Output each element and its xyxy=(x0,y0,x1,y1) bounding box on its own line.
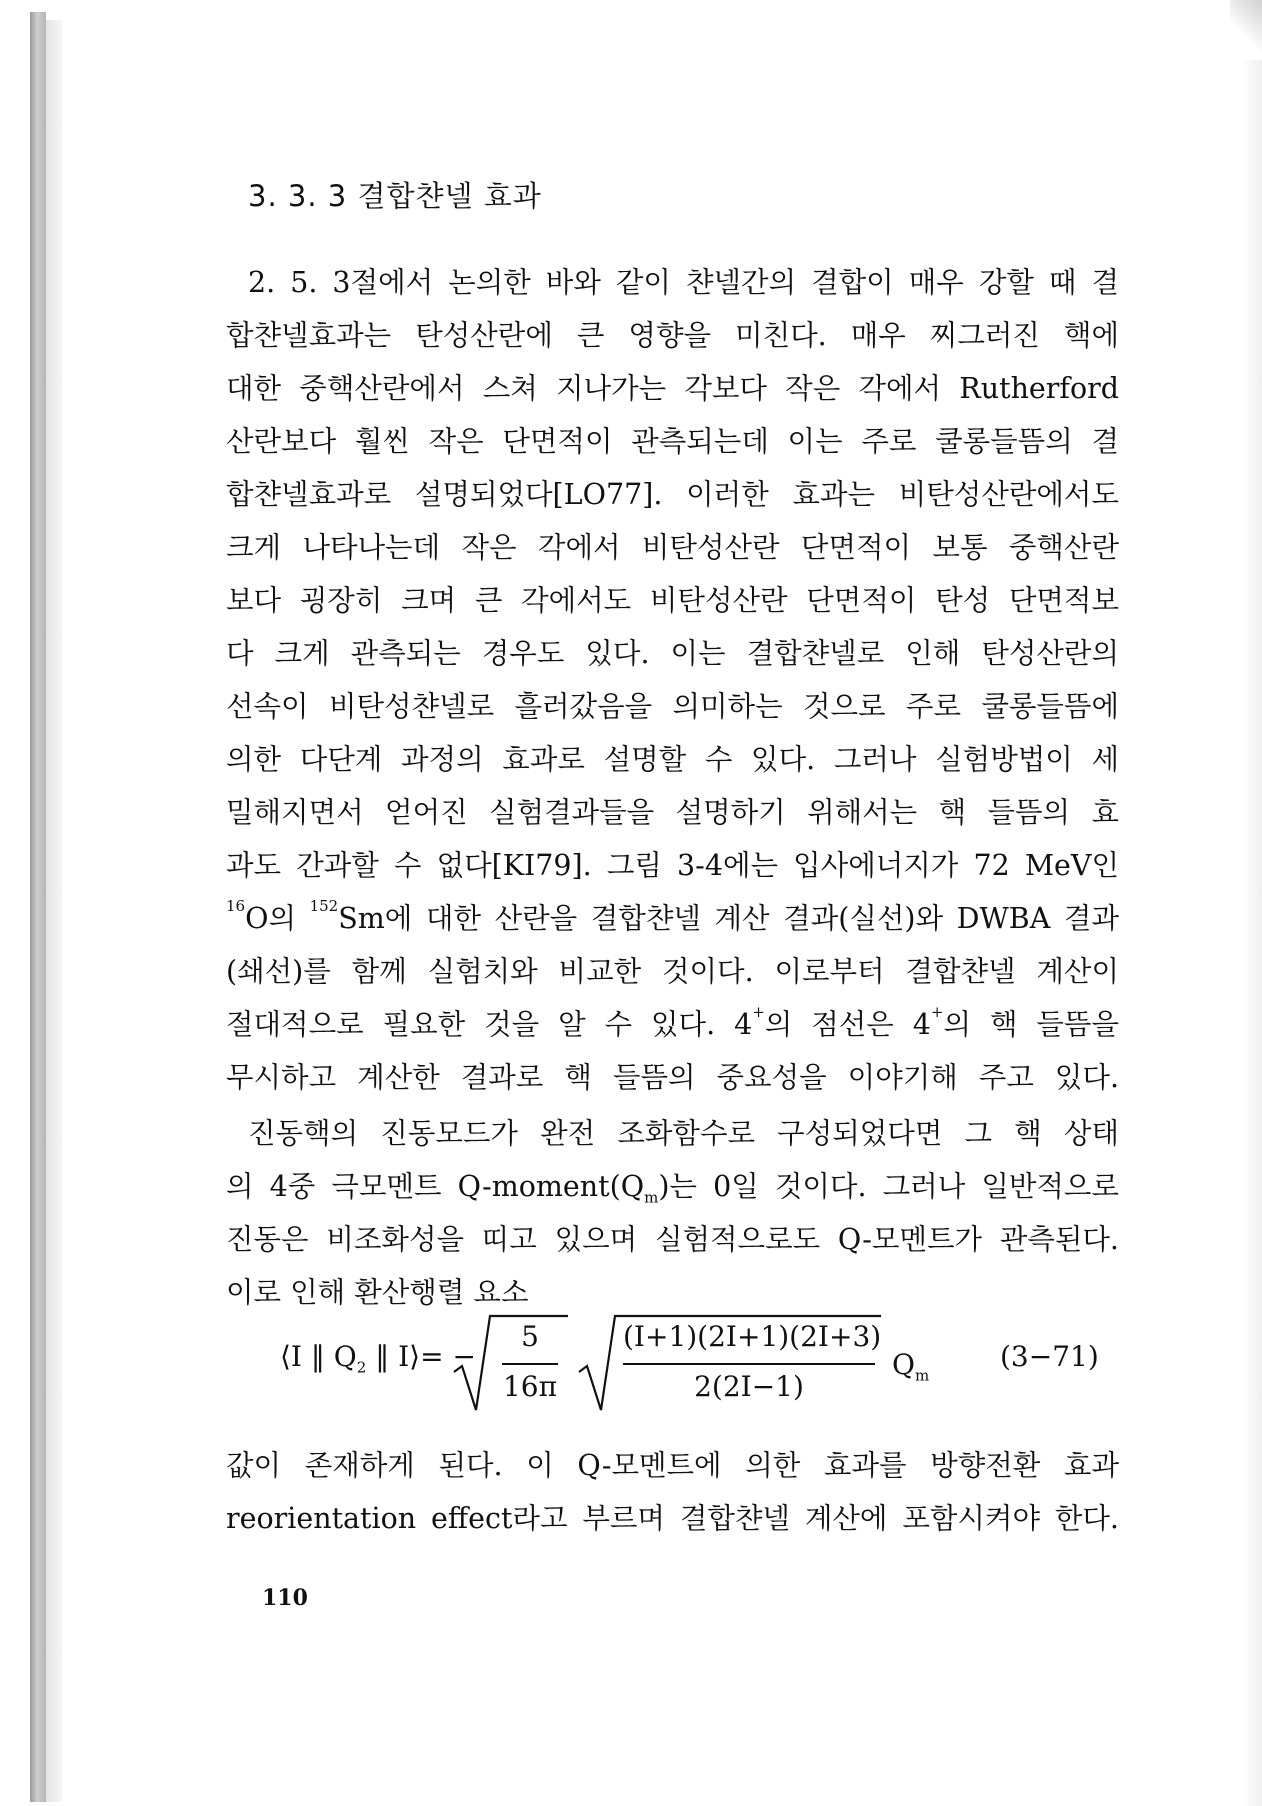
equation-qm xyxy=(892,1348,929,1384)
text-span: 절대적으로 필요한 것을 알 수 있다. 4 xyxy=(226,1008,753,1041)
text-line-superscripts xyxy=(226,999,1119,1051)
text-line: 보다 굉장히 크며 큰 각에서도 비탄성산란 단면적이 탄성 단면적보 xyxy=(226,584,1119,617)
text-line: 진동은 비조화성을 띠고 있으며 실험적으로도 Q-모멘트가 관측된다. xyxy=(226,1223,1119,1256)
text-line: 진동핵의 진동모드가 완전 조화함수로 구성되었다면 그 핵 상태 xyxy=(248,1117,1119,1150)
text-line: (쇄선)를 함께 실험치와 비교한 것이다. 이로부터 결합챤넬 계산이 xyxy=(226,955,1119,988)
page-corner-fold xyxy=(1230,0,1262,60)
text-line: 합챤넬효과는 탄성산란에 큰 영향을 미친다. 매우 찌그러진 핵에 xyxy=(226,319,1119,352)
equation-3-71 xyxy=(280,1310,1120,1420)
oxygen-mass-number: 16 xyxy=(226,897,246,915)
text-span: 의 4중 극모멘트 Q-moment(Q xyxy=(226,1170,645,1203)
page-stack-shadow xyxy=(30,12,46,1802)
equation-subscript: 2 xyxy=(356,1358,367,1377)
text-span: 의 점선은 4 xyxy=(764,1008,931,1041)
text-line: 산란보다 훨씬 작은 단면적이 관측되는데 이는 주로 쿨롱들뜸의 결 xyxy=(226,425,1119,458)
fraction-denominator: 16π xyxy=(502,1370,558,1403)
fraction-numerator: (I+1)(2I+1)(2I+3) xyxy=(623,1320,882,1353)
text-line: 값이 존재하게 된다. 이 Q-모멘트에 의한 효과를 방향전환 효과 xyxy=(226,1449,1119,1482)
equation-lhs xyxy=(280,1340,476,1376)
sqrt-fraction-1 xyxy=(450,1310,570,1420)
parity-superscript: + xyxy=(752,1003,765,1021)
book-page-stack xyxy=(0,0,70,1806)
text-line-isotopes xyxy=(226,893,1119,945)
equation-text: Q xyxy=(892,1348,915,1381)
equation-subscript: m xyxy=(914,1366,930,1385)
text-line: 다 크게 관측되는 경우도 있다. 이는 결합챤넬로 인해 탄성산란의 xyxy=(226,637,1119,670)
text-line: 크게 나타나는데 작은 각에서 비탄성산란 단면적이 보통 중핵산란 xyxy=(226,531,1119,564)
text-line: 합챤넬효과로 설명되었다[LO77]. 이러한 효과는 비탄성산란에서도 xyxy=(226,478,1119,511)
equation-number: (3−71) xyxy=(1000,1340,1099,1373)
page-number: 110 xyxy=(262,1585,308,1611)
fraction-numerator: 5 xyxy=(521,1320,539,1353)
text-line: 2. 5. 3절에서 논의한 바와 같이 챤넬간의 결합이 매우 강할 때 결 xyxy=(248,266,1119,299)
parity-superscript: + xyxy=(930,1003,944,1021)
equation-text: ⟨I ‖ Q xyxy=(280,1340,357,1373)
text-line: 대한 중핵산란에서 스쳐 지나가는 각보다 작은 각에서 Rutherford xyxy=(226,372,1119,405)
text-line: reorientation effect라고 부르며 결합챤넬 계산에 포함시켜야 한다. xyxy=(226,1502,1119,1535)
text-line: 과도 간과할 수 없다[KI79]. 그림 3-4에는 입사에너지가 72 MeV인 xyxy=(226,849,1119,882)
samarium-text: Sm에 대한 산란을 결합챤넬 계산 결과(실선)와 DWBA 결과 xyxy=(338,902,1119,935)
text-span: 의 핵 들뜸을 xyxy=(943,1008,1119,1041)
text-line: 밀해지면서 얻어진 실험결과들을 설명하기 위해서는 핵 들뜸의 효 xyxy=(226,796,1119,829)
samarium-mass-number: 152 xyxy=(309,897,339,915)
text-line: 선속이 비탄성챤넬로 흘러갔음을 의미하는 것으로 주로 쿨롱들뜸에 xyxy=(226,690,1119,723)
text-line: 의한 다단계 과정의 효과로 설명할 수 있다. 그러나 실험방법이 세 xyxy=(226,743,1119,776)
text-line: 이로 인해 환산행렬 요소 xyxy=(226,1276,529,1309)
equation-text: ‖ I⟩= − xyxy=(366,1340,476,1373)
text-line: 무시하고 계산한 결과로 핵 들뜸의 중요성을 이야기해 주고 있다. xyxy=(226,1061,1119,1094)
subscript: m xyxy=(644,1188,659,1207)
text-span: )는 0일 것이다. 그러나 일반적으로 xyxy=(658,1170,1119,1203)
section-heading: 3. 3. 3 결합챤넬 효과 xyxy=(248,179,542,213)
oxygen-text: O의 xyxy=(245,902,310,935)
page-stack-edge xyxy=(46,20,63,1802)
text-line-qmoment xyxy=(226,1161,1119,1213)
fraction-denominator: 2(2I−1) xyxy=(694,1370,804,1403)
right-page-edge xyxy=(1242,0,1262,1806)
